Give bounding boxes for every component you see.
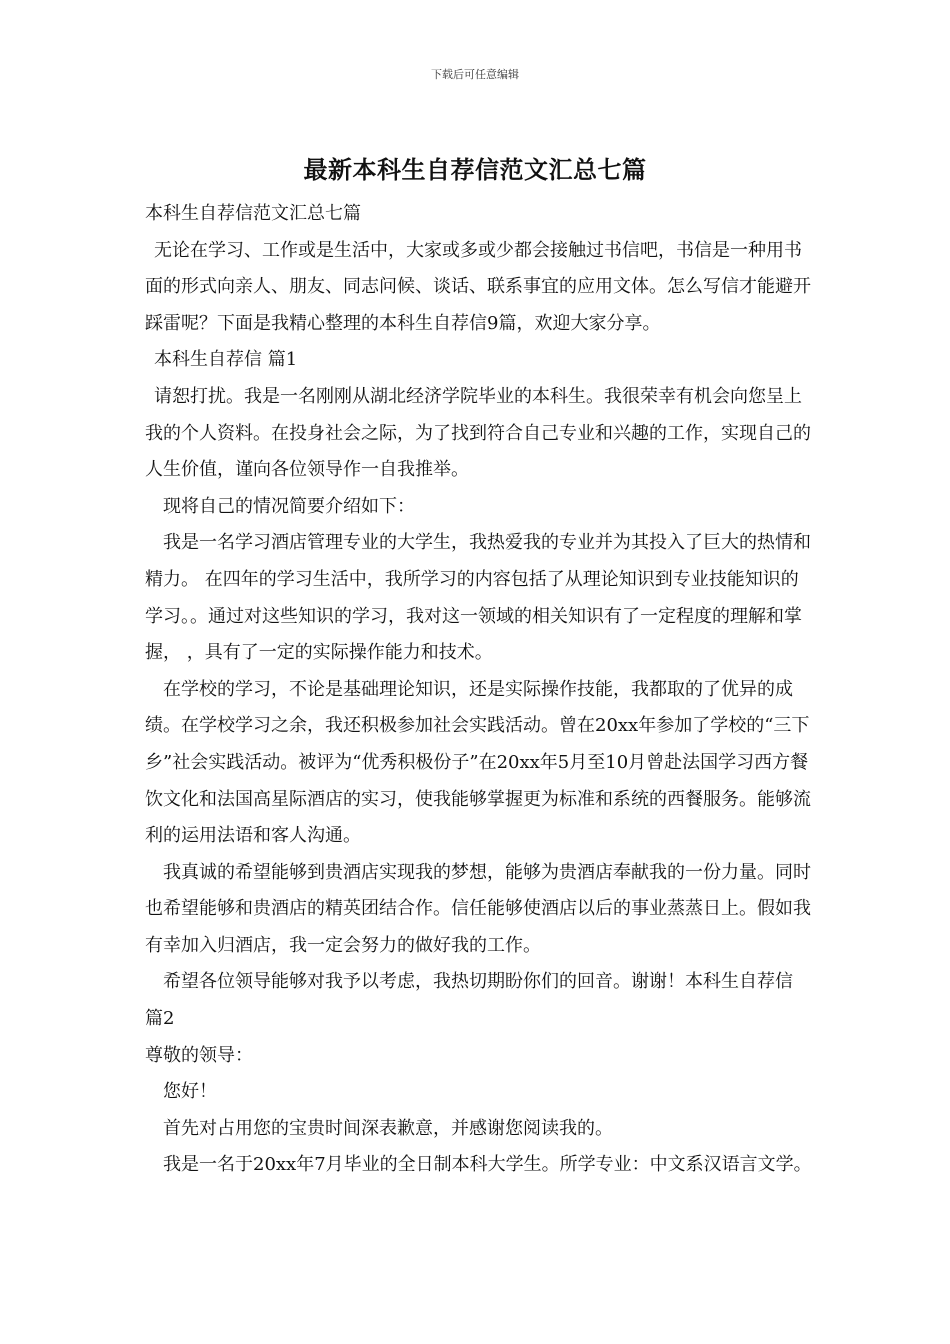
body-paragraph: 我是一名于20xx年7月毕业的全日制本科大学生。所学专业：中文系汉语言文学。 (163, 1154, 812, 1176)
body-paragraph: 请恕打扰。我是一名刚刚从湖北经济学院毕业的本科生。我很荣幸有机会向您呈上我的个人资料。在投身社会之际，为了找到符合自己专业和兴趣的工作，实现自己的人生价值，谨向各位领导作一自我推举。 (145, 385, 811, 481)
body-paragraph: 希望各位领导能够对我予以考虑，我热切期盼你们的回音。谢谢！本科生自荐信 篇2 (145, 971, 793, 1030)
body-paragraph: 在学校的学习，不论是基础理论知识，还是实际操作技能，我都取的了优异的成绩。在学校学习之余，我还积极参加社会实践活动。曾在20xx年参加了学校的“三下乡”社会实践活动。被评为“优秀积极份子”在20xx年5月至10月曾赴法国学习西方餐饮文化和法国高星际酒店的实习，使我能够掌握更为标准和系统的西餐服务。能够流利的运用法语和客人沟通。 (145, 678, 811, 847)
intro-paragraph: 无论在学习、工作或是生活中，大家或多或少都会接触过书信吧，书信是一种用书面的形式向亲人、朋友、同志问候、谈话、联系事宜的应用文体。怎么写信才能避开踩雷呢？下面是我精心整理的本科生自荐信9篇，欢迎大家分享。 (145, 239, 811, 334)
body-paragraph: 现将自己的情况简要介绍如下： (163, 495, 415, 517)
section-heading-1: 本科生自荐信 篇1 (154, 349, 298, 371)
document-body (145, 196, 815, 1184)
salutation: 尊敬的领导： (145, 1044, 253, 1066)
body-paragraph: 首先对占用您的宝贵时间深表歉意，并感谢您阅读我的。 (163, 1117, 613, 1139)
greeting: 您好！ (163, 1081, 217, 1103)
header-note: 下载后可任意编辑 (431, 68, 519, 81)
document-title: 最新本科生自荐信范文汇总七篇 (303, 155, 647, 184)
body-paragraph: 我真诚的希望能够到贵酒店实现我的梦想，能够为贵酒店奉献我的一份力量。同时也希望能够和贵酒店的精英团结合作。信任能够使酒店以后的事业蒸蒸日上。假如我有幸加入归酒店，我一定会努力的做好我的工作。 (145, 861, 811, 956)
subtitle-paragraph: 本科生自荐信范文汇总七篇 (145, 203, 361, 224)
body-paragraph: 我是一名学习酒店管理专业的大学生，我热爱我的专业并为其投入了巨大的热情和精力。 在四年的学习生活中，我所学习的内容包括了从理论知识到专业技能知识的学习。。通过对这些知识的学习，我对这一领域的相关知识有了一定程度的理解和掌握， ，具有了一定的实际操作能力和技术。 (145, 532, 811, 664)
